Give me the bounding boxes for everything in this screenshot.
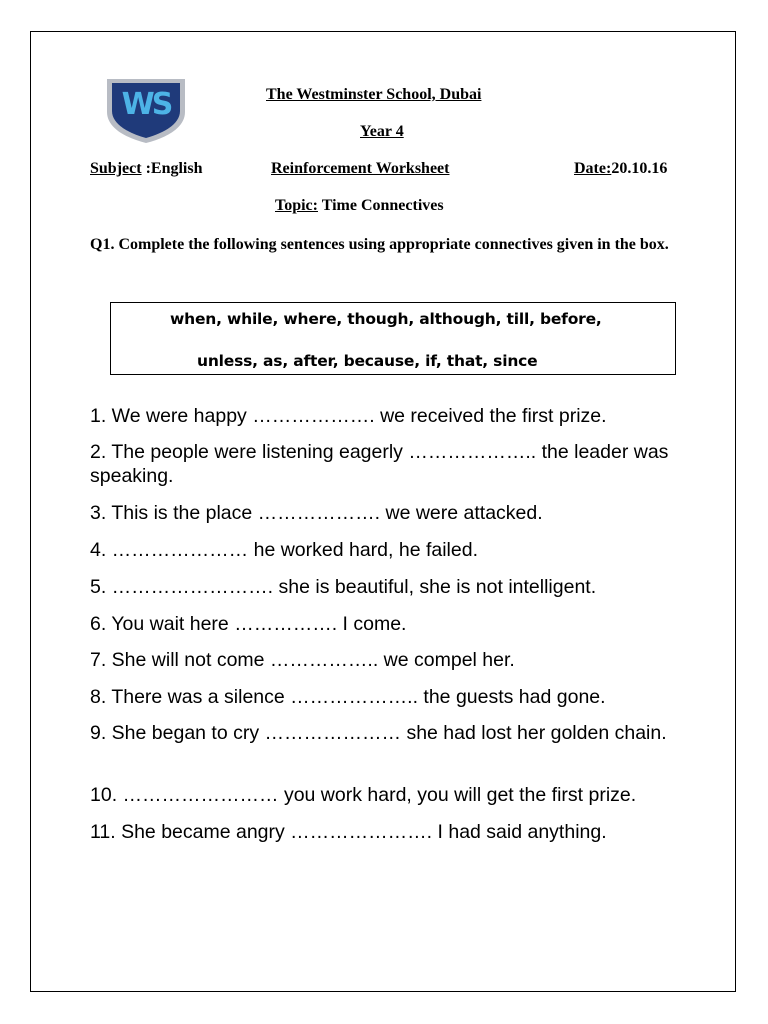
sentence-item: 6. You wait here ……………. I come. (90, 613, 407, 635)
subject-value: :English (141, 160, 203, 177)
logo-lettering: WS (121, 87, 171, 122)
sentence-item: 8. There was a silence ……………….. the guests had gone. (90, 686, 606, 708)
school-name: The Westminster School, Dubai (266, 86, 482, 103)
date-value: 20.10.16 (611, 160, 668, 177)
school-logo (104, 76, 188, 144)
date-line (574, 160, 667, 178)
sentence-item: 4. ………………… he worked hard, he failed. (90, 539, 478, 561)
date-label: Date: (574, 160, 612, 177)
sentence-item: 1. We were happy ………………. we received the first prize. (90, 405, 607, 427)
sentence-item: 3. This is the place ………………. we were attacked. (90, 502, 543, 524)
year-level: Year 4 (360, 123, 404, 140)
subject-line (90, 160, 202, 178)
question-instruction: Q1. Complete the following sentences using appropriate connectives given in the box. (90, 236, 669, 253)
sentence-item: 5. ……………………. she is beautiful, she is not intelligent. (90, 576, 597, 598)
sentence-item: 11. She became angry …………………. I had said anything. (90, 821, 607, 843)
sentence-item: 10. …………………… you work hard, you will get the first prize. (90, 784, 637, 806)
sentence-item: 7. She will not come …………….. we compel her. (90, 649, 515, 671)
connectives-line-2: unless, as, after, because, if, that, since (197, 352, 538, 370)
worksheet-title: Reinforcement Worksheet (271, 160, 450, 177)
subject-label: Subject (90, 160, 142, 177)
sentence-item: 9. She began to cry ………………… she had lost her golden chain. (90, 722, 667, 744)
connectives-box (110, 302, 676, 375)
topic-label: Topic: (275, 197, 318, 214)
topic-value: Time Connectives (317, 197, 444, 214)
connectives-line-1: when, while, where, though, although, till, before, (170, 310, 602, 328)
sentence-item: 2. The people were listening eagerly ……………….. the leader was speaking. (90, 441, 669, 487)
topic-line (275, 197, 444, 215)
